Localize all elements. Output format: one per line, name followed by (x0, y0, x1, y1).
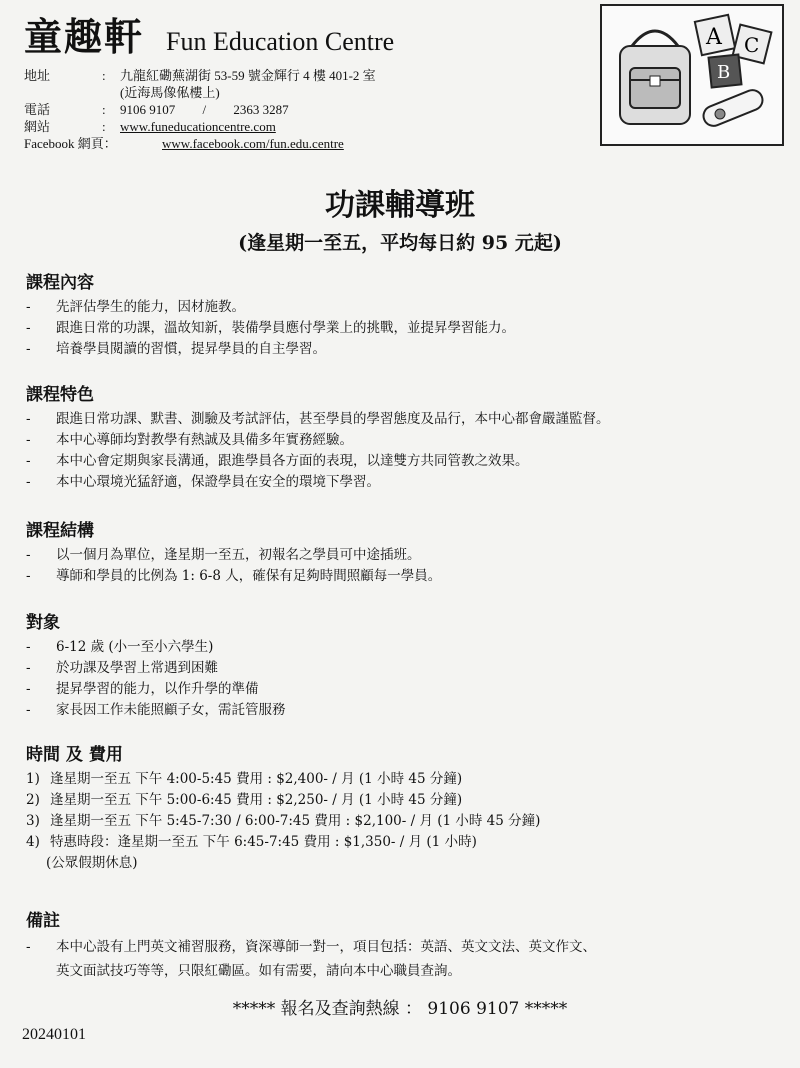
website-row: 網站 : www.funeducationcentre.com (24, 118, 584, 135)
address-row: 地址 : 九龍紅磡蕪湖街 53-59 號金輝行 4 樓 401-2 室 (24, 67, 584, 84)
school-bag-abc-icon (600, 4, 784, 146)
logo-chinese-name: 童趣軒 (24, 14, 145, 59)
list-item: - 先評估學生的能力，因材施教。 (26, 299, 245, 315)
remark-item: - 本中心設有上門英文補習服務，資深導師一對一，項目包括：英語、英文文法、英文作文、 英文面試技巧等等，只限紅磡區。如有需要，請向本中心職員查詢。 (26, 939, 596, 979)
section-heading: 課程結構 (26, 521, 94, 541)
phone-1: 9106 9107 (120, 102, 176, 117)
list-item: - 以一個月為單位，逢星期一至五，初報名之學員可中途插班。 (26, 547, 421, 563)
hotline: ***** 報名及查詢熱線 ： 9106 9107 ***** (232, 999, 568, 1019)
section-remarks (26, 906, 786, 983)
logo-english-name: Fun Education Centre (166, 27, 395, 56)
facebook-label: Facebook 網頁： (24, 136, 117, 151)
list-item: - 跟進日常功課、默書、測驗及考試評估，甚至學員的學習態度及品行，本中心都會嚴謹監督。 (26, 411, 610, 427)
fee-item: 4) 特惠時段：逢星期一至五 下午 6:45-7:45 費用 : $1,350- / 月 (1 小時) (26, 834, 477, 850)
phone-row: 電話 : 9106 9107 / 2363 3287 (24, 102, 289, 117)
section-time-and-fees (26, 740, 786, 874)
holiday-note: (公眾假期休息) (46, 855, 138, 871)
facebook-link[interactable]: www.facebook.com/fun.edu.centre (162, 136, 344, 151)
website-label: 網站 (24, 119, 51, 134)
fee-item: 1) 逢星期一至五 下午 4:00-5:45 費用 : $2,400- / 月 (1 小時 45 分鐘) (26, 771, 463, 787)
list-item: - 本中心導師均對教學有熱誠及具備多年實務經驗。 (26, 432, 353, 448)
fee-item: 2) 逢星期一至五 下午 5:00-6:45 費用 : $2,250- / 月 (1 小時 45 分鐘) (26, 792, 463, 808)
section-heading: 課程特色 (26, 385, 94, 405)
list-item: - 6-12 歲 (小一至小六學生) (26, 639, 214, 655)
logo (24, 6, 584, 61)
list-item: - 本中心會定期與家長溝通，跟進學員各方面的表現，以達雙方共同管教之效果。 (26, 453, 529, 469)
contact-info (24, 67, 584, 152)
document-code: 20240101 (22, 1026, 86, 1043)
phone-label: 電話 (24, 102, 51, 117)
address-label: 地址 (24, 68, 51, 83)
section-target (26, 608, 786, 721)
list-item: - 於功課及學習上常遇到困難 (26, 660, 218, 676)
list-item: - 本中心環境光猛舒適，保證學員在安全的環境下學習。 (26, 474, 380, 490)
section-heading: 對象 (26, 613, 60, 633)
section-heading: 課程內容 (26, 273, 94, 293)
page-title: 功課輔導班 (325, 188, 475, 223)
remark-line-1: 本中心設有上門英文補習服務，資深導師一對一，項目包括：英語、英文文法、英文作文、 (56, 939, 596, 955)
header (24, 6, 584, 152)
section-heading: 時間 及 費用 (26, 745, 123, 765)
section-course-features (26, 380, 786, 493)
letter-c: C (744, 33, 760, 57)
website-link[interactable]: www.funeducationcentre.com (120, 119, 276, 134)
list-item: - 提昇學習的能力，以作升學的準備 (26, 681, 259, 697)
section-course-structure (26, 516, 786, 587)
list-item: - 家長因工作未能照顧子女，需託管服務 (26, 702, 286, 718)
fee-item: 3) 逢星期一至五 下午 5:45-7:30 / 6:00-7:45 費用 : $2,100- / 月 (1 小時 45 分鐘) (26, 813, 541, 829)
address-value: 九龍紅磡蕪湖街 53-59 號金輝行 4 樓 401-2 室 (120, 68, 376, 83)
letter-b: B (717, 62, 731, 83)
section-course-content (26, 268, 786, 360)
letter-a: A (706, 25, 722, 50)
facebook-row (24, 135, 584, 152)
page-subtitle: (逢星期一至五，平均每日約 95 元起) (238, 232, 562, 254)
phone-2: 2363 3287 (233, 102, 289, 117)
list-item: - 跟進日常的功課，溫故知新，裝備學員應付學業上的挑戰，並提昇學習能力。 (26, 320, 515, 336)
address-note: (近海馬像俬樓上) (120, 85, 220, 100)
list-item: - 導師和學員的比例為 1: 6-8 人，確保有足夠時間照顧每一學員。 (26, 568, 442, 584)
phone-separator: / (202, 102, 207, 117)
list-item: - 培養學員閱讀的習慣，提昇學員的自主學習。 (26, 341, 326, 357)
remark-line-2: 英文面試技巧等等，只限紅磡區。如有需要，請向本中心職員查詢。 (56, 963, 461, 979)
section-heading: 備註 (26, 911, 60, 931)
